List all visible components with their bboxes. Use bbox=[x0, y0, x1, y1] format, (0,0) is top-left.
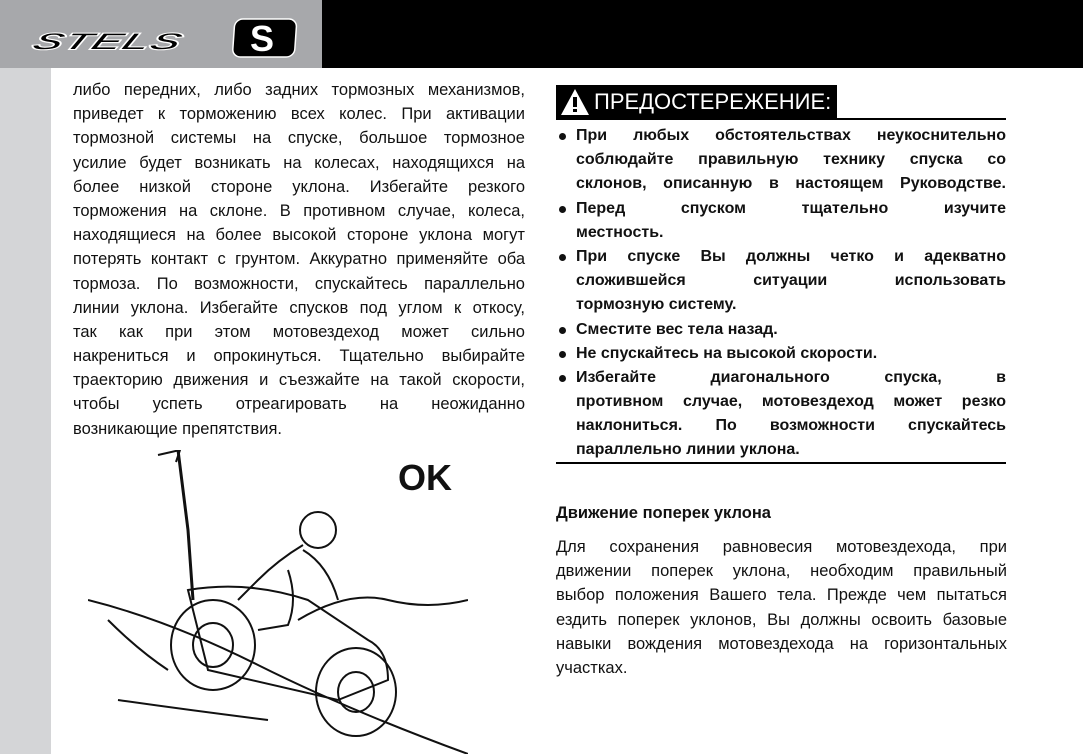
header-black-band bbox=[322, 0, 1083, 68]
text-line: Для сохранения равновесия мотовездехода, при bbox=[556, 538, 1007, 556]
warning-line: противном случае, мотовездеход может резко bbox=[576, 393, 1006, 411]
section-title: Движение поперек уклона bbox=[556, 504, 771, 522]
warning-line: склонов, описанную в настоящем Руководстве. bbox=[576, 175, 1006, 193]
text-line: более низкой стороне уклона. Избегайте резкого bbox=[73, 177, 525, 196]
text-line: усилие будет возникать на колесах, находящихся на bbox=[73, 153, 525, 172]
side-margin-band bbox=[0, 68, 51, 754]
warning-bullet-item: Сместите вес тела назад. bbox=[556, 318, 1006, 342]
warning-triangle-icon bbox=[560, 88, 590, 116]
warning-bullet-item: Перед спуском тщательно изучите bbox=[556, 197, 1006, 221]
warning-top-rule bbox=[556, 118, 1006, 120]
text-line: ездить поперек уклонов, Вы должны освоить базовые bbox=[556, 610, 1007, 629]
warning-header bbox=[556, 85, 837, 119]
warning-line: тормозную систему. bbox=[576, 296, 737, 314]
section-body bbox=[556, 535, 1007, 680]
warning-line: соблюдайте правильную технику спуска со bbox=[576, 151, 1006, 169]
warning-line: сложившейся ситуации использовать bbox=[576, 272, 1006, 290]
text-line: линии уклона. Избегайте спусков под углом к откосу, bbox=[73, 298, 525, 317]
text-line: участках. bbox=[556, 658, 628, 677]
warning-line: параллельно линии уклона. bbox=[576, 441, 800, 459]
left-column-text bbox=[73, 78, 525, 441]
text-line: возникающие препятствия. bbox=[73, 419, 282, 438]
text-line: выбор положения Вашего тела. Прежде чем пытаться bbox=[556, 586, 1007, 605]
text-line: навыки вождения мотовездехода на горизонтальных bbox=[556, 634, 1007, 653]
text-line: либо передних, либо задних тормозных механизмов, bbox=[73, 81, 525, 99]
warning-line: наклониться. По возможности спускайтесь bbox=[576, 417, 1006, 435]
text-line: приведет к торможению всех колес. При активации bbox=[73, 105, 525, 124]
text-line: траекторию движения и съезжайте на такой скорости, bbox=[73, 371, 525, 390]
warning-bullet-item: Не спускайтесь на высокой скорости. bbox=[556, 342, 1006, 366]
stels-logo bbox=[28, 18, 308, 58]
svg-text:STELS: STELS bbox=[28, 27, 188, 55]
warning-bottom-rule bbox=[556, 462, 1006, 464]
illustration-ok-label: OK bbox=[398, 457, 452, 498]
text-line: потерять контакт с грунтом. Аккуратно применяйте оба bbox=[73, 250, 525, 269]
svg-text:S: S bbox=[250, 18, 275, 58]
warning-bullet-item: При любых обстоятельствах неукоснительно bbox=[556, 124, 1006, 148]
text-line: торможения на склоне. В противном случае, колеса, bbox=[73, 201, 525, 220]
warning-bullet-item: Избегайте диагонального спуска, в bbox=[556, 366, 1006, 390]
text-line: чтобы успеть отреагировать на неожиданно bbox=[73, 395, 525, 414]
text-line: накрениться и опрокинуться. Тщательно выбирайте bbox=[73, 347, 525, 366]
atv-descent-illustration bbox=[88, 450, 468, 754]
text-line: тормоза. По возможности, спускайтесь параллельно bbox=[73, 274, 525, 293]
warning-title: ПРЕДОСТЕРЕЖЕНИЕ: bbox=[594, 89, 832, 114]
warning-line: местность. bbox=[576, 223, 664, 241]
text-line: движении поперек уклона, необходим правильный bbox=[556, 562, 1007, 581]
warning-list bbox=[556, 124, 1006, 463]
warning-bullet-item: При спуске Вы должны четко и адекватно bbox=[556, 245, 1006, 269]
text-line: находящиеся на более высокой стороне уклона могут bbox=[73, 226, 525, 245]
text-line: так как при этом мотовездеход может сильно bbox=[73, 322, 525, 341]
text-line: тормозной системы на спуске, большое тормозное bbox=[73, 129, 525, 148]
